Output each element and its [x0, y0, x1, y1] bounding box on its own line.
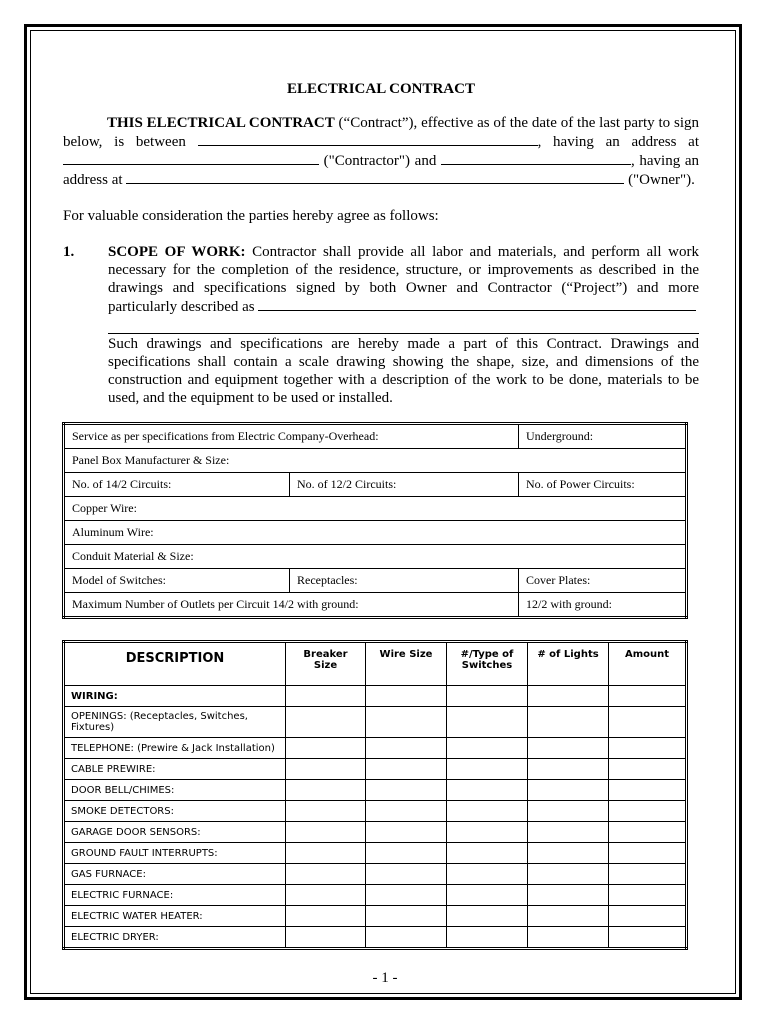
row-num-lights-cell[interactable] [528, 780, 609, 801]
row-amount-cell[interactable] [609, 864, 687, 885]
row-num-lights-cell[interactable] [528, 801, 609, 822]
intro-text-5: ("Owner"). [624, 172, 695, 188]
row-type-switches-cell[interactable] [447, 738, 528, 759]
header-wire-size: Wire Size [366, 642, 447, 686]
row-description: GAS FURNACE: [64, 864, 286, 885]
row-breaker-size-cell[interactable] [286, 822, 366, 843]
table-row [64, 927, 687, 949]
contractor-address-blank[interactable] [63, 151, 319, 165]
row-num-lights-cell[interactable] [528, 707, 609, 738]
row-wire-size-cell[interactable] [366, 885, 447, 906]
row-amount-cell[interactable] [609, 885, 687, 906]
page-number: - 1 - [372, 970, 398, 986]
intro-text-1: (“Contract”), effective as of the date of the last party to sign below, is between [63, 115, 699, 150]
panel-box-cell[interactable]: Panel Box Manufacturer & Size: [64, 449, 687, 473]
row-amount-cell[interactable] [609, 780, 687, 801]
row-type-switches-cell[interactable] [447, 780, 528, 801]
row-wire-size-cell[interactable] [366, 707, 447, 738]
work-description-table [62, 640, 688, 950]
row-num-lights-cell[interactable] [528, 885, 609, 906]
row-type-switches-cell[interactable] [447, 864, 528, 885]
table-row [64, 843, 687, 864]
row-wire-size-cell[interactable] [366, 843, 447, 864]
owner-name-blank[interactable] [441, 151, 631, 165]
table-row [64, 780, 687, 801]
power-circuits-cell[interactable]: No. of Power Circuits: [519, 473, 687, 497]
row-type-switches-cell[interactable] [447, 707, 528, 738]
header-amount: Amount [609, 642, 687, 686]
scope-text-1: Contractor shall provide all labor and materials, and perform all work necessary for the completion of the residence, structure, or improvements as described in the drawings and specifications signed by both Owner and Contractor (“Project”) and more particularly described as [108, 244, 699, 315]
row-num-lights-cell[interactable] [528, 822, 609, 843]
row-type-switches-cell[interactable] [447, 686, 528, 707]
row-wire-size-cell[interactable] [366, 822, 447, 843]
row-description: OPENINGS: (Receptacles, Switches, Fixtures) [64, 707, 286, 738]
row-description: SMOKE DETECTORS: [64, 801, 286, 822]
row-description: GARAGE DOOR SENSORS: [64, 822, 286, 843]
project-description-blank[interactable] [258, 297, 696, 311]
row-wire-size-cell[interactable] [366, 780, 447, 801]
row-description: DOOR BELL/CHIMES: [64, 780, 286, 801]
section-number: 1. [63, 244, 75, 260]
intro-paragraph [63, 114, 699, 189]
contractor-name-blank[interactable] [198, 132, 538, 146]
row-num-lights-cell[interactable] [528, 843, 609, 864]
with-ground-12-2-cell[interactable]: 12/2 with ground: [519, 593, 687, 618]
row-type-switches-cell[interactable] [447, 759, 528, 780]
row-amount-cell[interactable] [609, 759, 687, 780]
row-description: WIRING: [64, 686, 286, 707]
row-type-switches-cell[interactable] [447, 885, 528, 906]
aluminum-wire-cell[interactable]: Aluminum Wire: [64, 521, 687, 545]
circuits-12-2-cell[interactable]: No. of 12/2 Circuits: [290, 473, 519, 497]
row-wire-size-cell[interactable] [366, 759, 447, 780]
conduit-cell[interactable]: Conduit Material & Size: [64, 545, 687, 569]
row-amount-cell[interactable] [609, 906, 687, 927]
table-row [64, 864, 687, 885]
row-breaker-size-cell[interactable] [286, 927, 366, 949]
cover-plates-cell[interactable]: Cover Plates: [519, 569, 687, 593]
underground-cell[interactable]: Underground: [519, 424, 687, 449]
row-breaker-size-cell[interactable] [286, 780, 366, 801]
table-row [64, 885, 687, 906]
row-description: TELEPHONE: (Prewire & Jack Installation) [64, 738, 286, 759]
owner-address-blank[interactable] [126, 170, 624, 184]
row-description: GROUND FAULT INTERRUPTS: [64, 843, 286, 864]
row-breaker-size-cell[interactable] [286, 759, 366, 780]
row-amount-cell[interactable] [609, 707, 687, 738]
row-wire-size-cell[interactable] [366, 686, 447, 707]
row-amount-cell[interactable] [609, 738, 687, 759]
row-num-lights-cell[interactable] [528, 759, 609, 780]
receptacles-cell[interactable]: Receptacles: [290, 569, 519, 593]
row-breaker-size-cell[interactable] [286, 686, 366, 707]
row-wire-size-cell[interactable] [366, 801, 447, 822]
table-row [64, 822, 687, 843]
row-wire-size-cell[interactable] [366, 927, 447, 949]
header-type-switches: #/Type of Switches [447, 642, 528, 686]
row-description: ELECTRIC FURNACE: [64, 885, 286, 906]
table-row [64, 686, 687, 707]
consideration-text: For valuable consideration the parties hereby agree as follows: [63, 208, 439, 224]
row-wire-size-cell[interactable] [366, 864, 447, 885]
row-description: ELECTRIC WATER HEATER: [64, 906, 286, 927]
header-breaker-size: Breaker Size [286, 642, 366, 686]
row-breaker-size-cell[interactable] [286, 843, 366, 864]
row-type-switches-cell[interactable] [447, 843, 528, 864]
copper-wire-cell[interactable]: Copper Wire: [64, 497, 687, 521]
row-breaker-size-cell[interactable] [286, 906, 366, 927]
table-row [64, 801, 687, 822]
row-description: CABLE PREWIRE: [64, 759, 286, 780]
switches-cell[interactable]: Model of Switches: [64, 569, 290, 593]
scope-paragraph [108, 243, 699, 316]
row-breaker-size-cell[interactable] [286, 707, 366, 738]
row-description: ELECTRIC DRYER: [64, 927, 286, 949]
row-breaker-size-cell[interactable] [286, 801, 366, 822]
row-wire-size-cell[interactable] [366, 738, 447, 759]
row-num-lights-cell[interactable] [528, 864, 609, 885]
intro-text-4: , having an address at [63, 153, 700, 188]
project-description-line-2[interactable] [108, 316, 699, 334]
scope-text-2: Such drawings and specifications are hereby made a part of this Contract. Drawings and specifications shall contain a scale drawing showing the shape, size, and dimensions of the construction and equipment together with a description of the work to be done, materials to be used, and the equipment to be used or installed. [108, 336, 699, 406]
table-row [64, 738, 687, 759]
header-num-lights: # of Lights [528, 642, 609, 686]
row-amount-cell[interactable] [609, 843, 687, 864]
section-scope-of-work [63, 243, 699, 407]
document-title: ELECTRICAL CONTRACT [287, 81, 475, 97]
row-num-lights-cell[interactable] [528, 927, 609, 949]
row-type-switches-cell[interactable] [447, 822, 528, 843]
section-heading: SCOPE OF WORK: [108, 244, 246, 260]
circuits-14-2-cell[interactable]: No. of 14/2 Circuits: [64, 473, 290, 497]
row-amount-cell[interactable] [609, 822, 687, 843]
header-description: DESCRIPTION [64, 642, 286, 686]
intro-bold: THIS ELECTRICAL CONTRACT [107, 115, 335, 131]
intro-text-3: ("Contractor") and [319, 153, 441, 169]
service-overhead-cell[interactable]: Service as per specifications from Electric Company-Overhead: [64, 424, 519, 449]
row-num-lights-cell[interactable] [528, 738, 609, 759]
row-num-lights-cell[interactable] [528, 906, 609, 927]
row-breaker-size-cell[interactable] [286, 864, 366, 885]
row-type-switches-cell[interactable] [447, 927, 528, 949]
row-breaker-size-cell[interactable] [286, 885, 366, 906]
row-num-lights-cell[interactable] [528, 686, 609, 707]
document-body [63, 80, 699, 407]
intro-text-2: , having an address at [537, 134, 699, 150]
max-outlets-cell[interactable]: Maximum Number of Outlets per Circuit 14/2 with ground: [64, 593, 519, 618]
table-row [64, 906, 687, 927]
row-type-switches-cell[interactable] [447, 801, 528, 822]
table-row [64, 759, 687, 780]
row-wire-size-cell[interactable] [366, 906, 447, 927]
row-amount-cell[interactable] [609, 801, 687, 822]
service-spec-table [62, 422, 688, 619]
row-amount-cell[interactable] [609, 927, 687, 949]
row-type-switches-cell[interactable] [447, 906, 528, 927]
table-row [64, 707, 687, 738]
row-breaker-size-cell[interactable] [286, 738, 366, 759]
row-amount-cell[interactable] [609, 686, 687, 707]
